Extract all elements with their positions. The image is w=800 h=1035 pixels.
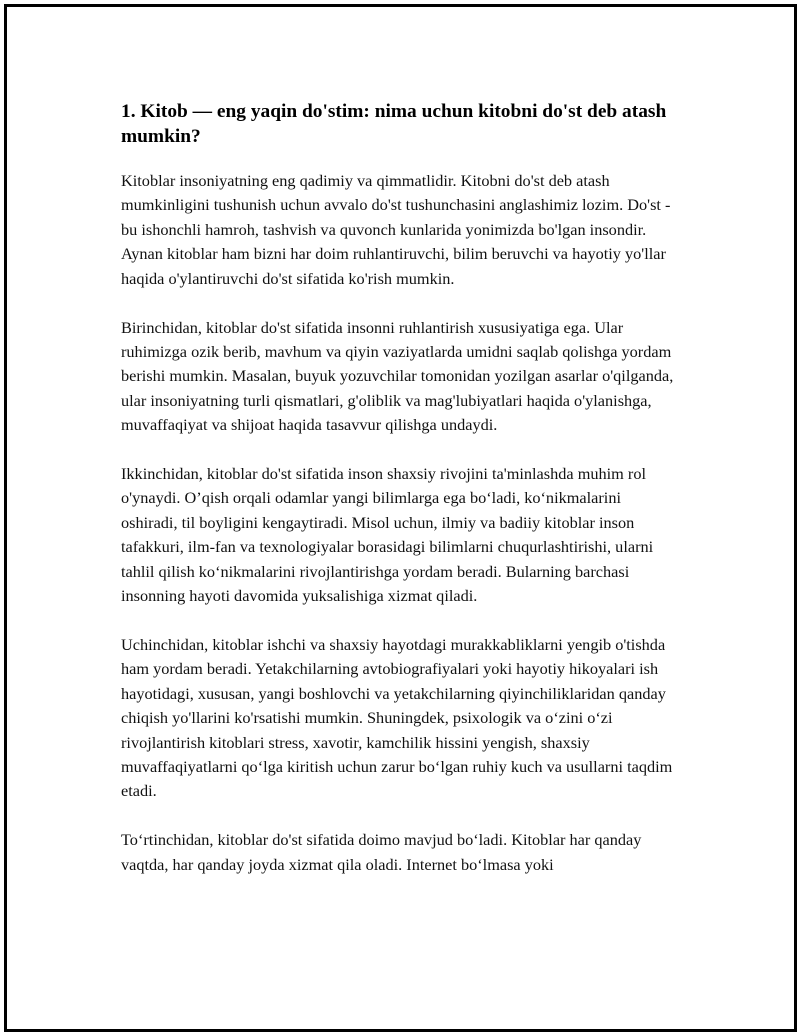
paragraph-third-point: Uchinchidan, kitoblar ishchi va shaxsiy hayotdagi murakkabliklarni yengib o'tishda ham yordam beradi. Yetakchilarning avtobiografiyalari yoki hayotiy hikoyalari ish hayotidagi, xususan, yangi boshlovchi va yetakchilarning qiyinchiliklaridan qanday chiqish yo'llarini ko'rsatishi mumkin. Shuningdek, psixologik va o‘zini o‘zi rivojlantirish kitoblari stress, xavotir, kamchilik hissini yengish, shaxsiy muvaffaqiyatlarni qo‘lga kiritish uchun zarur bo‘lgan ruhiy kuch va usullarni taqdim etadi. <box>121 635 673 801</box>
document-title: 1. Kitob — eng yaqin do'stim: nima uchun kitobni do'st deb atash mumkin? <box>121 101 667 147</box>
paragraph-fourth-point: To‘rtinchidan, kitoblar do'st sifatida doimo mavjud bo‘ladi. Kitoblar har qanday vaqtda, har qanday joyda xizmat qila oladi. Internet bo‘lmasa yoki <box>121 830 642 874</box>
paragraph-second-point: Ikkinchidan, kitoblar do'st sifatida inson shaxsiy rivojini ta'minlashda muhim rol o'ynaydi. O’qish orqali odamlar yangi bilimlarga ega bo‘ladi, ko‘nikmalarini oshiradi, til boyligini kengaytiradi. Misol uchun, ilmiy va badiiy kitoblar inson tafakkuri, ilm-fan va texnologiyalar borasidagi bilimlarni chuqurlashtirishi, ularni tahlil qilish ko‘nikmalarini rivojlantirishga yordam beradi. Bularning barchasi insonning hayoti davomida yuksalishiga xizmat qiladi. <box>121 464 654 606</box>
document-content <box>121 99 681 902</box>
paragraph-intro: Kitoblar insoniyatning eng qadimiy va qimmatlidir. Kitobni do'st deb atash mumkinligini tushunish uchun avvalo do'st tushunchasini anglashimiz lozim. Do'st - bu ishonchli hamroh, tashvish va quvonch kunlarida yonimizda bo'lgan insondir. Aynan kitoblar ham bizni har doim ruhlantiruvchi, bilim beruvchi va hayotiy yo'llar haqida o'ylantiruvchi do'st sifatida ko'rish mumkin. <box>121 171 671 288</box>
paragraph-first-point: Birinchidan, kitoblar do'st sifatida insonni ruhlantirish xususiyatiga ega. Ular ruhimizga ozik berib, mavhum va qiyin vaziyatlarda umidni saqlab qolishga yordam berishi mumkin. Masalan, buyuk yozuvchilar tomonidan yozilgan asarlar o'qilganda, ular insoniyatning turli qismatlari, g'oliblik va mag'lubiyatlari haqida o'ylanishga, muvaffaqiyat va shijoat haqida tasavvur qilishga undaydi. <box>121 317 674 435</box>
page-frame <box>4 4 797 1032</box>
